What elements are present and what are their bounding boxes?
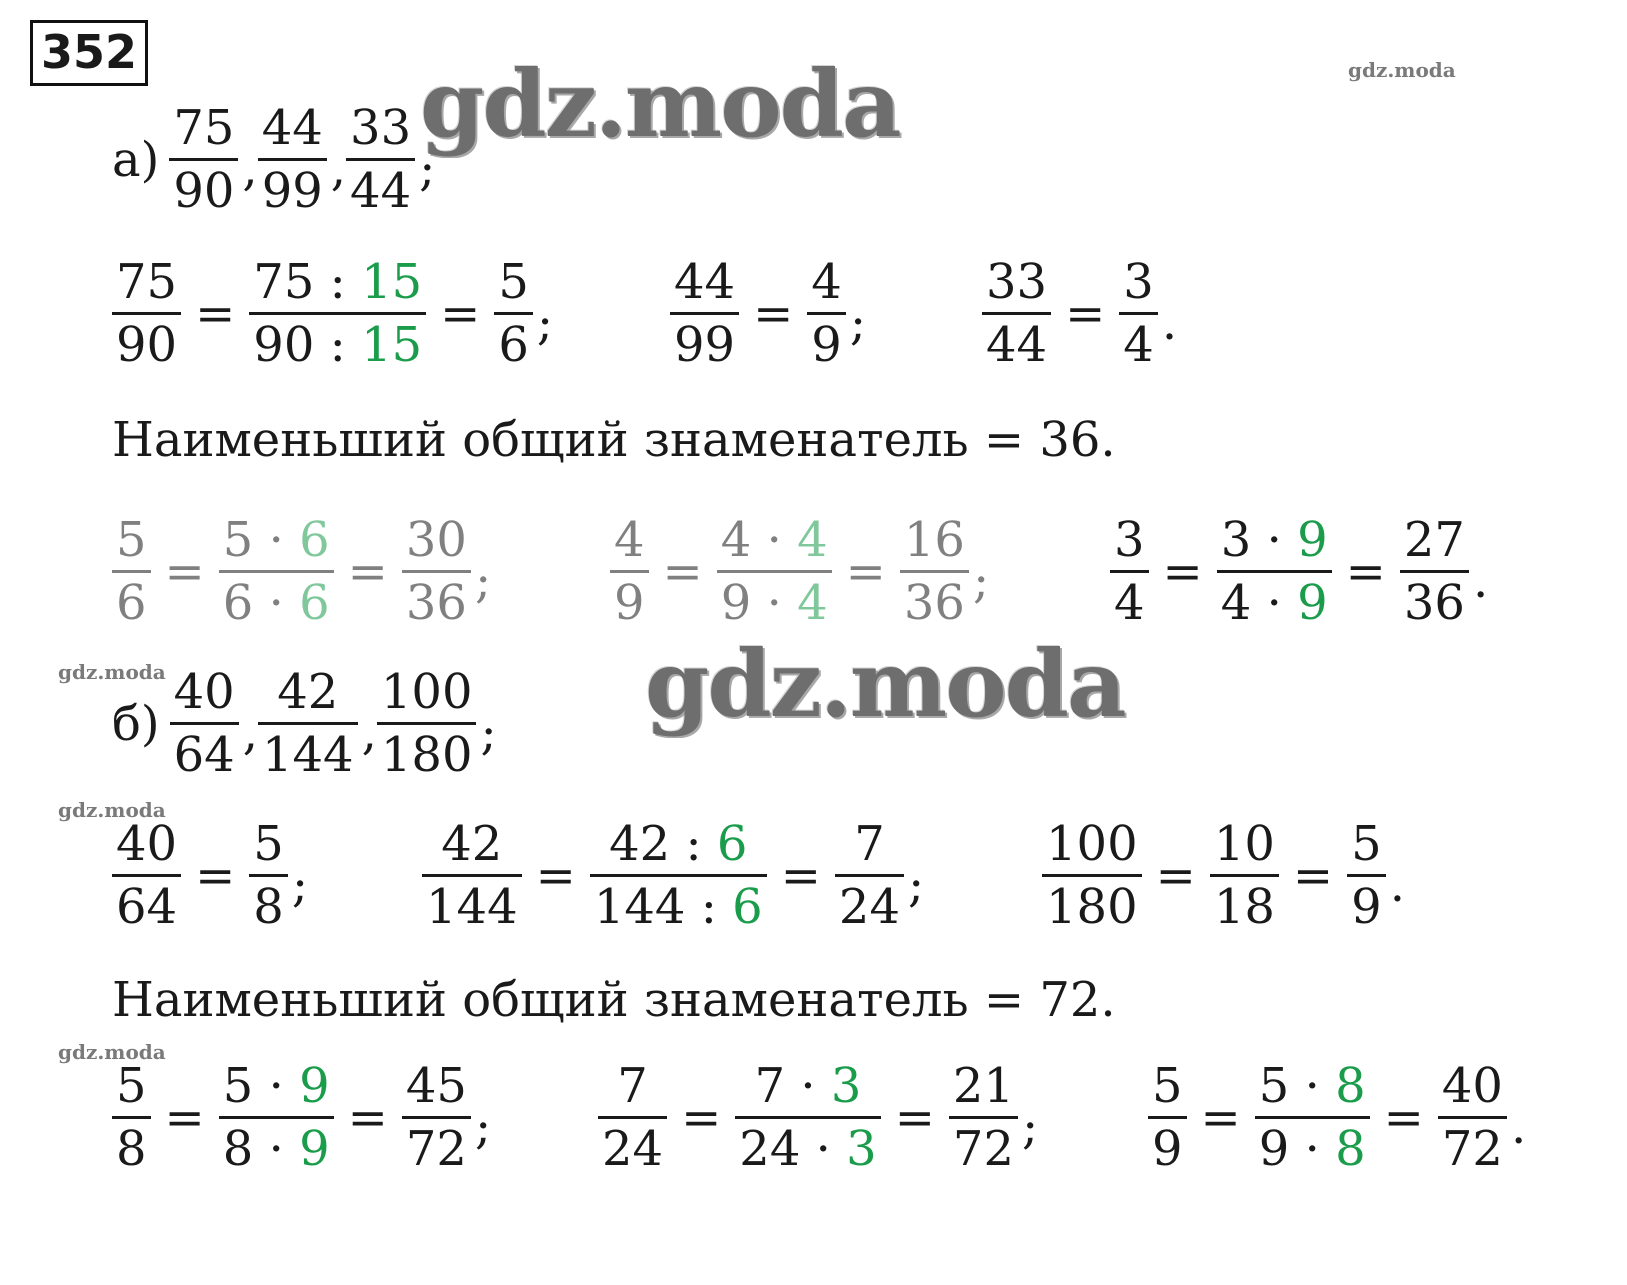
- part-b-reduce-2: [422, 816, 925, 935]
- denominator: 64: [112, 874, 181, 931]
- factor-highlight: 3: [846, 1121, 877, 1177]
- denominator: 8: [249, 874, 288, 931]
- denominator: 72: [402, 1116, 471, 1173]
- punctuation: ,: [330, 140, 347, 197]
- fraction: [170, 664, 239, 783]
- numerator: 7: [854, 816, 885, 872]
- equals-sign: =: [1155, 847, 1196, 904]
- fraction: [169, 100, 238, 219]
- equals-sign: =: [195, 285, 236, 342]
- fraction: [1110, 512, 1149, 631]
- denominator: 90: [112, 312, 181, 369]
- denominator: 8 · 9: [219, 1116, 334, 1173]
- numerator: 21: [952, 1058, 1014, 1114]
- equals-sign: =: [347, 543, 388, 600]
- fraction: [1217, 512, 1332, 631]
- denominator: 36: [1400, 570, 1469, 627]
- problem-number: 352: [30, 20, 148, 86]
- equals-sign: =: [164, 1089, 205, 1146]
- factor-highlight: 9: [1297, 575, 1328, 631]
- fraction: [590, 816, 767, 935]
- watermark-small: gdz.moda: [58, 798, 166, 822]
- equals-sign: =: [753, 285, 794, 342]
- equals-sign: =: [440, 285, 481, 342]
- part-b-label: б): [112, 695, 160, 752]
- factor-highlight: 9: [299, 1058, 330, 1114]
- equals-sign: =: [1200, 1089, 1241, 1146]
- part-a-reduce-1: [112, 254, 554, 373]
- fraction: [982, 254, 1051, 373]
- denominator: 64: [170, 722, 239, 779]
- fraction: [717, 512, 832, 631]
- fraction: [735, 1058, 880, 1177]
- numerator: 5: [498, 254, 529, 310]
- equals-sign: =: [894, 1089, 935, 1146]
- fraction: [670, 254, 739, 373]
- punctuation: ;: [480, 704, 497, 761]
- fraction: [1438, 1058, 1507, 1177]
- part-a-reduce-3: [982, 254, 1178, 373]
- fraction: [598, 1058, 667, 1177]
- denominator: 9 · 8: [1255, 1116, 1370, 1173]
- fraction: [112, 512, 151, 631]
- numerator: 4: [614, 512, 645, 568]
- denominator: 4: [1119, 312, 1158, 369]
- fraction: [835, 816, 904, 935]
- fraction: [610, 512, 649, 631]
- fraction: [807, 254, 846, 373]
- fraction: [1148, 1058, 1187, 1177]
- denominator: 24 · 3: [735, 1116, 880, 1173]
- factor-highlight: 15: [361, 317, 423, 373]
- punctuation: .: [1161, 294, 1178, 351]
- part-b-reduce-1: [112, 816, 309, 935]
- denominator: 72: [949, 1116, 1018, 1173]
- watermark-big: gdz.moda: [645, 630, 1125, 738]
- denominator: 24: [835, 874, 904, 931]
- numerator: 33: [986, 254, 1048, 310]
- factor-highlight: 6: [299, 512, 330, 568]
- fraction: [112, 816, 181, 935]
- numerator: 3 · 9: [1220, 512, 1328, 568]
- watermark-big: gdz.moda: [420, 50, 900, 158]
- equals-sign: =: [1383, 1089, 1424, 1146]
- equals-sign: =: [164, 543, 205, 600]
- numerator: 45: [405, 1058, 467, 1114]
- part-a-extend-1: [112, 512, 492, 631]
- fraction: [402, 512, 471, 631]
- watermark-small: gdz.moda: [1348, 58, 1456, 82]
- denominator: 144: [422, 874, 522, 931]
- denominator: 90 : 15: [249, 312, 426, 369]
- denominator: 9: [1347, 874, 1386, 931]
- denominator: 90: [169, 158, 238, 215]
- numerator: 4: [811, 254, 842, 310]
- punctuation: ;: [849, 294, 867, 351]
- numerator: 27: [1403, 512, 1465, 568]
- denominator: 9: [1148, 1116, 1187, 1173]
- numerator: 40: [173, 664, 235, 720]
- factor-highlight: 4: [797, 575, 828, 631]
- numerator: 75 : 15: [253, 254, 423, 310]
- equals-sign: =: [1065, 285, 1106, 342]
- factor-highlight: 8: [1335, 1058, 1366, 1114]
- fraction: [112, 1058, 151, 1177]
- numerator: 30: [405, 512, 467, 568]
- numerator: 5: [116, 1058, 147, 1114]
- part-b-extend-3: [1148, 1058, 1527, 1177]
- numerator: 42: [277, 664, 339, 720]
- denominator: 72: [1438, 1116, 1507, 1173]
- punctuation: ,: [242, 140, 258, 197]
- equals-sign: =: [662, 543, 703, 600]
- factor-highlight: 15: [361, 254, 423, 310]
- fraction: [1255, 1058, 1370, 1177]
- equals-sign: =: [681, 1089, 722, 1146]
- punctuation: ,: [242, 704, 258, 761]
- numerator: 75: [173, 100, 235, 156]
- fraction: [219, 512, 334, 631]
- fraction: [249, 816, 288, 935]
- numerator: 42 : 6: [609, 816, 748, 872]
- factor-highlight: 9: [1297, 512, 1328, 568]
- numerator: 100: [380, 664, 473, 720]
- numerator: 44: [261, 100, 323, 156]
- numerator: 3: [1123, 254, 1154, 310]
- denominator: 144 : 6: [590, 874, 767, 931]
- denominator: 18: [1210, 874, 1279, 931]
- numerator: 5 · 8: [1258, 1058, 1366, 1114]
- watermark-small: gdz.moda: [58, 1040, 166, 1064]
- punctuation: ;: [474, 1098, 492, 1155]
- part-b-extend-1: [112, 1058, 492, 1177]
- part-a-lcd: Наименьший общий знаменатель = 36.: [112, 412, 1116, 468]
- factor-highlight: 8: [1335, 1121, 1366, 1177]
- part-a-extend-2: [610, 512, 990, 631]
- fraction: [1042, 816, 1142, 935]
- denominator: 180: [1042, 874, 1142, 931]
- numerator: 5: [1152, 1058, 1183, 1114]
- denominator: 6: [112, 570, 151, 627]
- numerator: 42: [441, 816, 503, 872]
- punctuation: ;: [1022, 1098, 1039, 1155]
- denominator: 44: [982, 312, 1051, 369]
- numerator: 5: [253, 816, 284, 872]
- factor-highlight: 6: [732, 879, 763, 935]
- punctuation: ;: [474, 552, 492, 609]
- punctuation: ;: [419, 140, 436, 197]
- equals-sign: =: [347, 1089, 388, 1146]
- factor-highlight: 6: [299, 575, 330, 631]
- denominator: 6 · 6: [219, 570, 334, 627]
- equals-sign: =: [195, 847, 236, 904]
- numerator: 10: [1213, 816, 1275, 872]
- denominator: 4 · 9: [1217, 570, 1332, 627]
- denominator: 24: [598, 1116, 667, 1173]
- fraction: [258, 100, 327, 219]
- fraction: [346, 100, 415, 219]
- fraction: [1119, 254, 1158, 373]
- fraction: [219, 1058, 334, 1177]
- punctuation: ;: [908, 856, 925, 913]
- denominator: 9: [807, 312, 846, 369]
- punctuation: ;: [291, 856, 309, 913]
- punctuation: .: [1510, 1098, 1527, 1155]
- numerator: 100: [1046, 816, 1138, 872]
- fraction: [949, 1058, 1018, 1177]
- numerator: 5: [1351, 816, 1382, 872]
- denominator: 9: [610, 570, 649, 627]
- fraction: [377, 664, 477, 783]
- equals-sign: =: [1162, 543, 1203, 600]
- punctuation: .: [1472, 552, 1489, 609]
- numerator: 16: [903, 512, 965, 568]
- fraction: [249, 254, 426, 373]
- factor-highlight: 6: [716, 816, 748, 872]
- numerator: 5 · 9: [222, 1058, 330, 1114]
- fraction: [402, 1058, 471, 1177]
- numerator: 5: [116, 512, 147, 568]
- punctuation: ;: [536, 294, 554, 351]
- denominator: 36: [900, 570, 969, 627]
- denominator: 99: [670, 312, 739, 369]
- denominator: 4: [1110, 570, 1149, 627]
- numerator: 33: [350, 100, 412, 156]
- factor-highlight: 3: [830, 1058, 862, 1114]
- punctuation: ,: [361, 704, 377, 761]
- part-b-reduce-3: [1042, 816, 1405, 935]
- fraction: [494, 254, 533, 373]
- fraction: [112, 254, 181, 373]
- denominator: 6: [494, 312, 533, 369]
- fraction: [1400, 512, 1469, 631]
- equals-sign: =: [1292, 847, 1334, 904]
- numerator: 7: [617, 1058, 648, 1114]
- numerator: 4 · 4: [720, 512, 828, 568]
- watermark-small: gdz.moda: [58, 660, 166, 684]
- punctuation: .: [1389, 856, 1405, 913]
- denominator: 180: [377, 722, 477, 779]
- punctuation: ;: [972, 552, 990, 609]
- part-b-extend-2: [598, 1058, 1039, 1177]
- denominator: 44: [346, 158, 415, 215]
- factor-highlight: 4: [797, 512, 828, 568]
- part-a-reduce-2: [670, 254, 867, 373]
- equals-sign: =: [1345, 543, 1386, 600]
- part-a-given: [112, 100, 436, 219]
- numerator: 44: [674, 254, 736, 310]
- part-a-label: а): [112, 131, 160, 188]
- part-a-extend-3: [1110, 512, 1489, 631]
- fraction: [1347, 816, 1386, 935]
- equals-sign: =: [780, 847, 821, 904]
- numerator: 40: [116, 816, 178, 872]
- factor-highlight: 9: [299, 1121, 330, 1177]
- numerator: 3: [1114, 512, 1145, 568]
- numerator: 5 · 6: [222, 512, 330, 568]
- fraction: [258, 664, 358, 783]
- equals-sign: =: [845, 543, 886, 600]
- fraction: [422, 816, 522, 935]
- part-b-lcd: Наименьший общий знаменатель = 72.: [112, 972, 1116, 1028]
- denominator: 8: [112, 1116, 151, 1173]
- fraction: [1210, 816, 1279, 935]
- numerator: 40: [1441, 1058, 1503, 1114]
- fraction: [900, 512, 969, 631]
- denominator: 9 · 4: [717, 570, 832, 627]
- denominator: 36: [402, 570, 471, 627]
- denominator: 99: [258, 158, 327, 215]
- part-b-given: [112, 664, 497, 783]
- numerator: 7 · 3: [754, 1058, 862, 1114]
- numerator: 75: [116, 254, 178, 310]
- denominator: 144: [258, 722, 358, 779]
- equals-sign: =: [535, 847, 576, 904]
